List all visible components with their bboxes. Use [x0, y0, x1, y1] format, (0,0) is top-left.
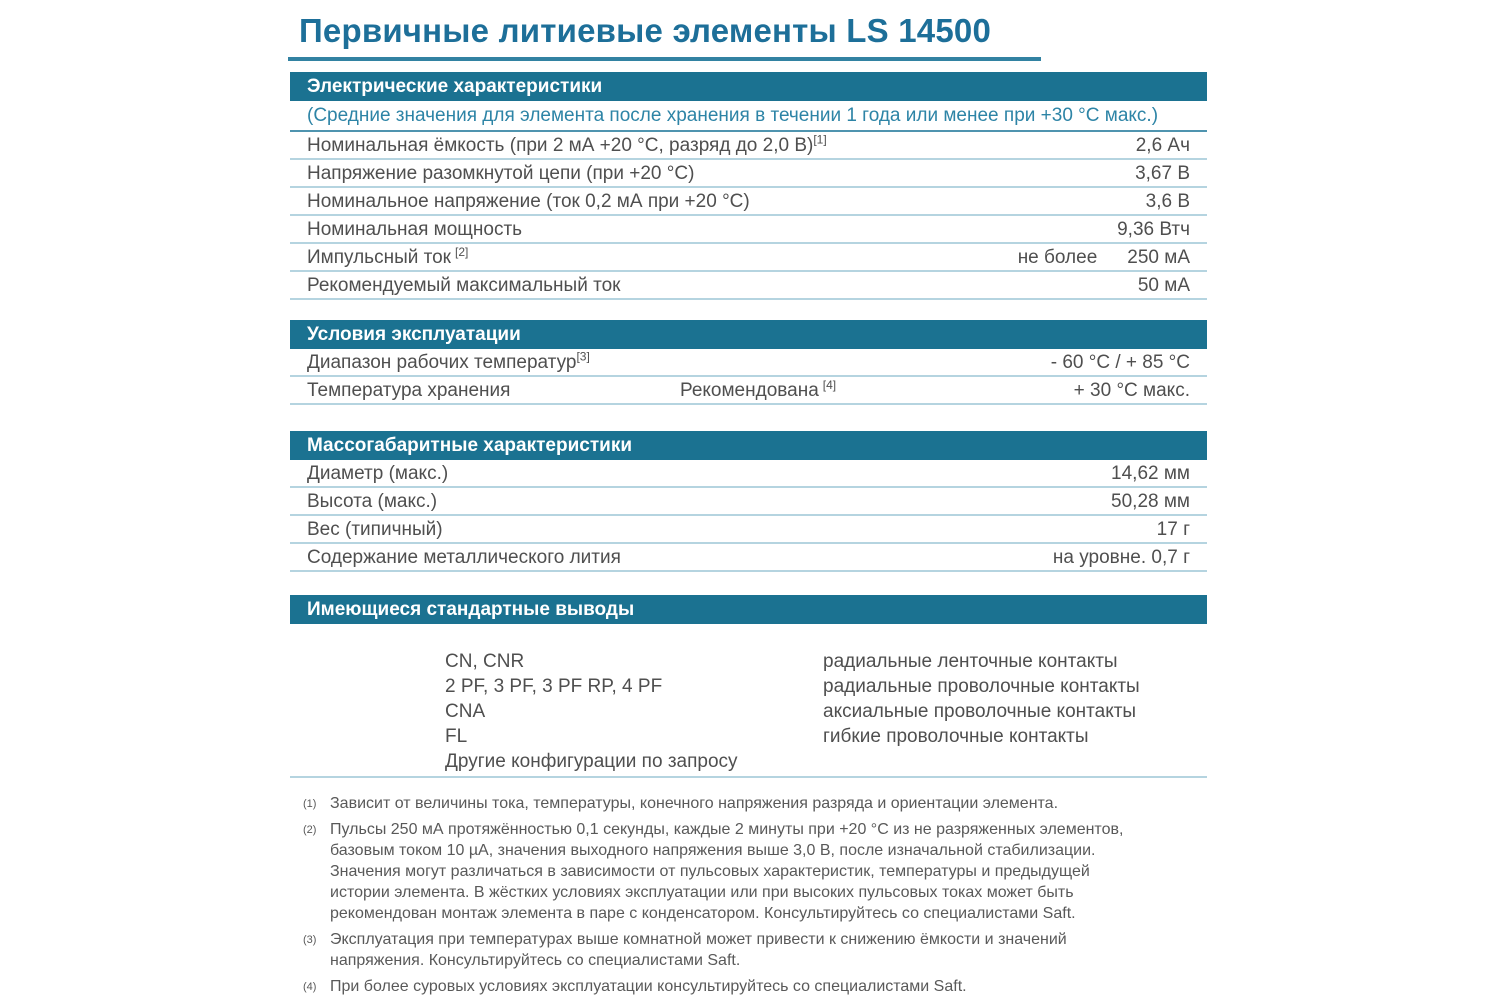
table-row	[290, 377, 1207, 405]
spec-label: Содержание металлического лития	[307, 547, 621, 568]
terminal-code: 2 PF, 3 PF, 3 PF RP, 4 PF	[445, 676, 663, 697]
spec-label: Номинальная мощность	[307, 219, 523, 240]
table-row	[290, 160, 1207, 188]
section-terminals	[290, 595, 1207, 778]
spec-value: 17 г	[1156, 519, 1190, 540]
section-subheader: (Средние значения для элемента после хранения в течении 1 года или менее при +30 °C макс.)	[290, 101, 1207, 132]
spec-value: 2,6 Ач	[1135, 135, 1190, 156]
spec-value: 14,62 мм	[1111, 463, 1190, 484]
terminal-code: CNA	[445, 701, 486, 722]
footnote-marker: (3)	[303, 934, 317, 946]
spec-middle-note: Рекомендована [4]	[680, 377, 837, 401]
spec-value: на уровне. 0,7 г	[1052, 547, 1190, 568]
terminal-code: FL	[445, 726, 468, 747]
section-operating-conditions	[290, 320, 1207, 405]
footnote-ref: [3]	[576, 349, 590, 364]
table-row	[290, 272, 1207, 300]
spec-value: 3,67 В	[1135, 163, 1190, 184]
terminal-code: CN, CNR	[445, 651, 525, 672]
list-item	[290, 649, 1207, 674]
footnotes	[303, 793, 1183, 1000]
section-dimensions	[290, 431, 1207, 572]
spec-label: Высота (макс.)	[307, 491, 438, 512]
terminal-description: аксиальные проволочные контакты	[823, 701, 1137, 722]
terminal-description: гибкие проволочные контакты	[823, 726, 1089, 747]
spec-value: + 30 °C макс.	[1073, 380, 1190, 401]
page-title: Первичные литиевые элементы LS 14500	[299, 12, 991, 49]
footnote	[303, 929, 1183, 971]
spec-label: Номинальная ёмкость (при 2 мА +20 °C, разряд до 2,0 В)[1]	[307, 132, 827, 156]
spec-label: Импульсный ток [2]	[307, 244, 469, 268]
footnote-ref: [1]	[813, 132, 827, 147]
footnote-text: Эксплуатация при температурах выше комнатной может привести к снижению ёмкости и значений напряжения. Консультируйтесь со специалистами Saft.	[330, 931, 1067, 969]
footnote-marker: (2)	[303, 824, 317, 836]
footnote-text: Пульсы 250 мА протяжённостью 0,1 секунды, каждые 2 минуты при +20 °C из не разряженных элементов, базовым током 10 µА, значения выходного напряжения выше 3,0 В, после изначальной стабилизации. Значения могут различаться в зависимости от пульсовых характеристик, температуры и предыдущей истории элемента. В жёстких условиях эксплуатации или при высоких пульсовых токах может быть рекомендован монтаж элемента в паре с конденсатором. Консультируйтесь со специалистами Saft.	[330, 821, 1124, 922]
section-header: Электрические характеристики	[290, 72, 1207, 101]
spec-value: 50 мА	[1137, 275, 1190, 296]
section-header: Массогабаритные характеристики	[290, 431, 1207, 460]
footnote-text: При более суровых условиях эксплуатации консультируйтесь со специалистами Saft.	[330, 978, 967, 995]
table-row	[290, 349, 1207, 377]
list-item	[290, 699, 1207, 724]
spec-label: Вес (типичный)	[307, 519, 443, 540]
spec-qualifier: не более	[1017, 247, 1098, 268]
spec-value: 250 мА	[1127, 247, 1190, 268]
section-electrical	[290, 72, 1207, 300]
spec-label: Диапазон рабочих температур[3]	[307, 349, 590, 373]
table-row	[290, 132, 1207, 160]
spec-value: 50,28 мм	[1111, 491, 1190, 512]
footnote-marker: (1)	[303, 798, 317, 810]
spec-value: 3,6 В	[1145, 191, 1190, 212]
spec-label: Рекомендуемый максимальный ток	[307, 275, 621, 296]
title-underline	[288, 57, 1041, 61]
table-row	[290, 188, 1207, 216]
table-row	[290, 244, 1207, 272]
footnote-ref: [4]	[822, 377, 837, 392]
table-row	[290, 216, 1207, 244]
terminal-description: радиальные проволочные контакты	[823, 676, 1140, 697]
spec-value: 9,36 Втч	[1117, 219, 1190, 240]
terminal-code: Другие конфигурации по запросу	[445, 751, 738, 772]
spec-label: Температура хранения	[307, 380, 511, 401]
footnote	[303, 976, 1183, 997]
table-row	[290, 516, 1207, 544]
terminal-description: радиальные ленточные контакты	[823, 651, 1118, 672]
list-item	[290, 749, 1207, 774]
spec-label: Диаметр (макс.)	[307, 463, 449, 484]
footnote-ref: [2]	[454, 244, 469, 259]
section-header: Условия эксплуатации	[290, 320, 1207, 349]
footnote-text: Зависит от величины тока, температуры, конечного напряжения разряда и ориентации элемента.	[330, 795, 1059, 812]
table-row	[290, 460, 1207, 488]
terminals-list	[290, 649, 1207, 778]
table-row	[290, 488, 1207, 516]
spec-label: Напряжение разомкнутой цепи (при +20 °C)	[307, 163, 695, 184]
footnote	[303, 793, 1183, 814]
spec-value: - 60 °C / + 85 °C	[1050, 352, 1190, 373]
footnote	[303, 819, 1183, 924]
list-item	[290, 674, 1207, 699]
section-header: Имеющиеся стандартные выводы	[290, 595, 1207, 624]
footnote-marker: (4)	[303, 981, 317, 993]
table-row	[290, 544, 1207, 572]
list-item	[290, 724, 1207, 749]
spec-value-group	[1018, 245, 1190, 271]
spec-label: Номинальное напряжение (ток 0,2 мА при +20 °C)	[307, 191, 750, 212]
